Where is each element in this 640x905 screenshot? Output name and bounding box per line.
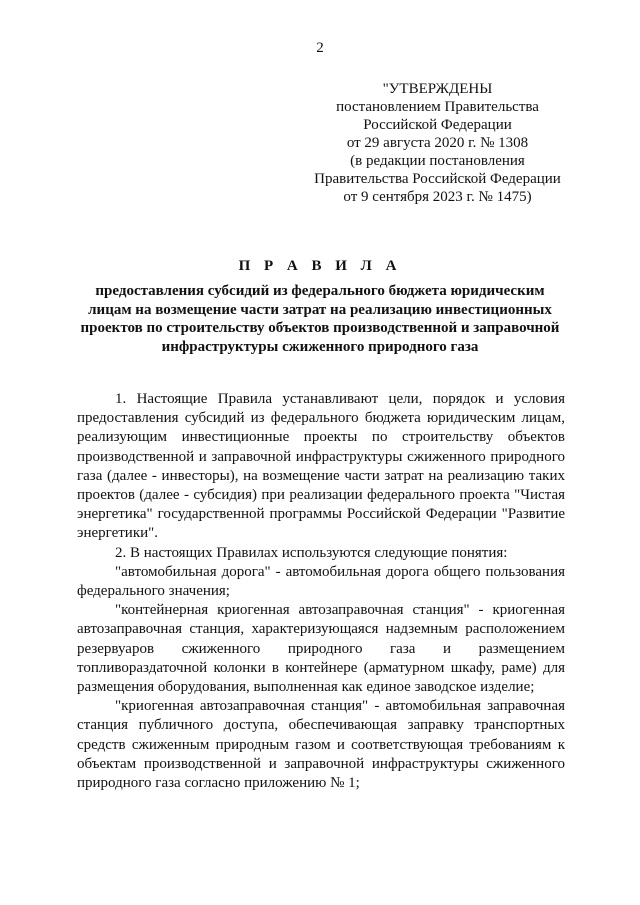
rules-subtitle — [70, 282, 570, 356]
definition-cryogenic-station: "криогенная автозаправочная станция" - автомобильная заправочная станция публичного доступа, обеспечивающая заправку транспортных средств сжиженным природным газом и соответствующая требованиям к объектам производственной и заправочной инфраструктуры сжиженного природного газа согласно приложению № 1; — [77, 698, 565, 792]
subtitle-line: инфраструктуры сжиженного природного газа — [161, 338, 479, 355]
approval-block — [300, 80, 575, 206]
approval-line: Российской Федерации — [363, 117, 512, 133]
subtitle-line: лицам на возмещение части затрат на реализацию инвестиционных — [88, 301, 552, 318]
page-number: 2 — [316, 40, 324, 56]
definition-container-station: "контейнерная криогенная автозаправочная станция" - криогенная автозаправочная станция, характеризующаяся надземным расположением резервуаров сжиженного природного газа и размещением топливораздаточной колонки в контейнере (арматурном шкафу, раме) для размещения оборудования, выполненная как единое заводское изделие; — [77, 602, 565, 696]
definition-road: "автомобильная дорога" - автомобильная дорога общего пользования федерального значения; — [77, 563, 565, 600]
approval-line: Правительства Российской Федерации — [314, 171, 561, 187]
paragraph-1: 1. Настоящие Правила устанавливают цели, порядок и условия предоставления субсидий из федерального бюджета юридическим лицам, реализующим инвестиционные проекты по строительству объектов производственной и заправочной инфраструктуры сжиженного природного газа (далее - инвесторы), на возмещение части затрат на реализацию таких проектов (далее - субсидия) при реализации федерального проекта "Чистая энергетика" государственной программы Российской Федерации "Развитие энергетики". — [77, 391, 565, 542]
subtitle-line: предоставления субсидий из федерального бюджета юридическим — [95, 283, 545, 299]
paragraph-2: 2. В настоящих Правилах используются следующие понятия: — [115, 544, 508, 561]
subtitle-line: проектов по строительству объектов производственной и заправочной — [80, 320, 560, 336]
rules-title: П Р А В И Л А — [238, 258, 402, 274]
approval-line: от 9 сентября 2023 г. № 1475) — [343, 189, 532, 205]
approval-line: от 29 августа 2020 г. № 1308 — [346, 135, 529, 151]
approval-line: постановлением Правительства — [336, 99, 539, 115]
approval-line: (в редакции постановления — [350, 153, 525, 169]
body-text — [77, 390, 565, 793]
approval-line: "УТВЕРЖДЕНЫ — [382, 81, 493, 97]
